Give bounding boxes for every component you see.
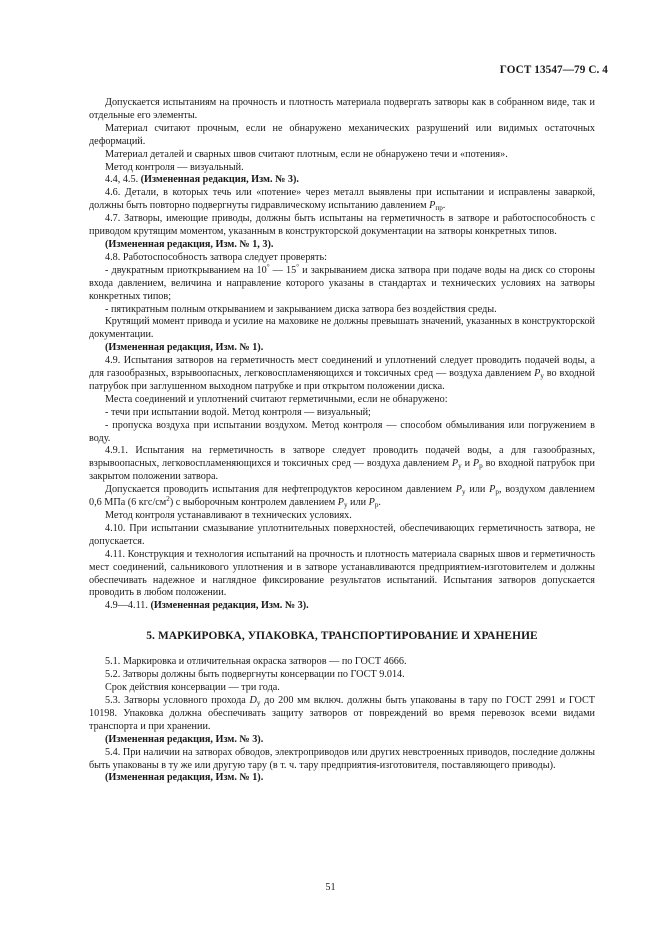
paragraph: Крутящий момент привода и усилие на маховике не должны превышать значений, указанных в конструкторской документации. (89, 316, 595, 341)
paragraph: Материал считают прочным, если не обнаружено механических разрушений или видимых остаточных деформаций. (89, 122, 595, 147)
paragraph: Срок действия консервации — три года. (105, 682, 280, 694)
paragraph: 4.8. Работоспособность затвора следует проверять: (105, 251, 327, 263)
edit-note: (Измененная редакция, Изм. № 3). (105, 733, 264, 745)
paragraph: - течи при испытании водой. Метод контроля — визуальный; (105, 406, 371, 418)
paragraph: - пропуска воздуха при испытании воздухом. Метод контроля — способом обмыливания или погружением в воду. (89, 419, 595, 444)
paragraph: - двукратным приоткрыванием на 10° — 15° и закрыванием диска затвора при подаче воды на диск со стороны входа давлением, величина и направление которого указаны в стандартах и технических условиях на затворы конкретных типов; (89, 262, 595, 302)
page-header: ГОСТ 13547—79 С. 4 (499, 64, 608, 76)
edit-note: (Измененная редакция, Изм. № 1). (105, 342, 264, 354)
paragraph: 4.9.1. Испытания на герметичность в затворе следует проводить подачей воды, а для газообразных, взрывоопасных, легковоспламеняющихся и токсичных сред — воздуха давлением $P_у$ и $P_р$ во входной патрубок при закрытом положении затвора. (89, 445, 596, 483)
paragraph: 4.10. При испытании смазывание уплотнительных поверхностей, обеспечивающих герметичность затвора, не допускается. (89, 522, 595, 547)
paragraph: 5.2. Затворы должны быть подвергнуты консервации по ГОСТ 9.014. (105, 669, 405, 681)
edit-note: (Измененная редакция, Изм. № 1, 3). (105, 238, 274, 250)
document-body (89, 97, 595, 785)
paragraph: Места соединений и уплотнений считают герметичными, если не обнаружено: (105, 393, 448, 405)
paragraph: 5.1. Маркировка и отличительная окраска затворов — по ГОСТ 4666. (105, 656, 407, 668)
paragraph: 4.6. Детали, в которых течь или «потение» через металл выявлены при испытании и исправлены заваркой, должны быть повторно подвергнуты гидравлическому испытанию давлением $P_{пр}$. (89, 187, 595, 213)
paragraph: Материал деталей и сварных швов считают плотным, если не обнаружено течи и «потения». (105, 148, 508, 160)
paragraph: Допускается испытаниям на прочность и плотность материала подвергать затворы как в собранном виде, так и отдельные его элементы. (89, 97, 595, 121)
paragraph: 4.7. Затворы, имеющие приводы, должны быть испытаны на герметичность в затворе и работоспособность с приводом крутящим моментом, указанным в конструкторской документации на затворы конкретных типов. (89, 213, 595, 238)
paragraph: Метод контроля — визуальный. (105, 161, 244, 173)
paragraph: 4.9—4.11. (Измененная редакция, Изм. № 3). (105, 600, 309, 612)
edit-note: (Измененная редакция, Изм. № 3). (140, 174, 299, 186)
paragraph: 5.4. При наличии на затворах обводов, электроприводов или других невстроенных приводов, последние должны быть упакованы в ту же или другую тару (в т. ч. тару предприятия-изготовителя, поставляющего приводы). (89, 746, 595, 771)
paragraph: 5.3. Затворы условного прохода $D_у$ до 200 мм включ. должны быть упакованы в тару по ГОСТ 2991 и ГОСТ 10198. Упаковка должна обеспечивать защиту затворов от повреждений во время перевозок всеми видами транспорта и при хранении. (89, 694, 595, 732)
paragraph: 4.9. Испытания затворов на герметичность мест соединений и уплотнений следует проводить подачей воды, а для газообразных, взрывоопасных, легковоспламеняющихся и токсичных сред — воздуха давлением $P_у$ во входной патрубок при заглушенном выходном патрубке и при открытом положении диска. (89, 355, 595, 392)
page-number: 51 (325, 882, 336, 893)
paragraph: 4.11. Конструкция и технология испытаний на прочность и плотность материала сварных швов и герметичность мест соединений, сальникового уплотнения и в затворе устанавливаются предприятием-изготовителем и должны обеспечивать надежное и наглядное фиксирование результатов испытаний. Испытания затворов допускается проводить в любом положении. (89, 548, 595, 599)
section-title: 5. МАРКИРОВКА, УПАКОВКА, ТРАНСПОРТИРОВАНИЕ И ХРАНЕНИЕ (146, 630, 538, 643)
paragraph: - пятикратным полным открыванием и закрыванием диска затвора без воздействия среды. (105, 303, 497, 315)
edit-note: (Измененная редакция, Изм. № 1). (105, 772, 264, 784)
paragraph: Метод контроля устанавливают в технических условиях. (105, 510, 352, 521)
paragraph: Допускается проводить испытания для нефтепродуктов керосином давлением $P_у$ или $P_р$, воздухом давлением 0,6 МПа (6 кгс/$см^2$) с выборочным контролем давлением $P_у$ или $P_р$. (89, 484, 595, 510)
edit-note: (Измененная редакция, Изм. № 3). (150, 600, 309, 612)
paragraph: 4.4, 4.5. (Измененная редакция, Изм. № 3). (105, 174, 299, 186)
